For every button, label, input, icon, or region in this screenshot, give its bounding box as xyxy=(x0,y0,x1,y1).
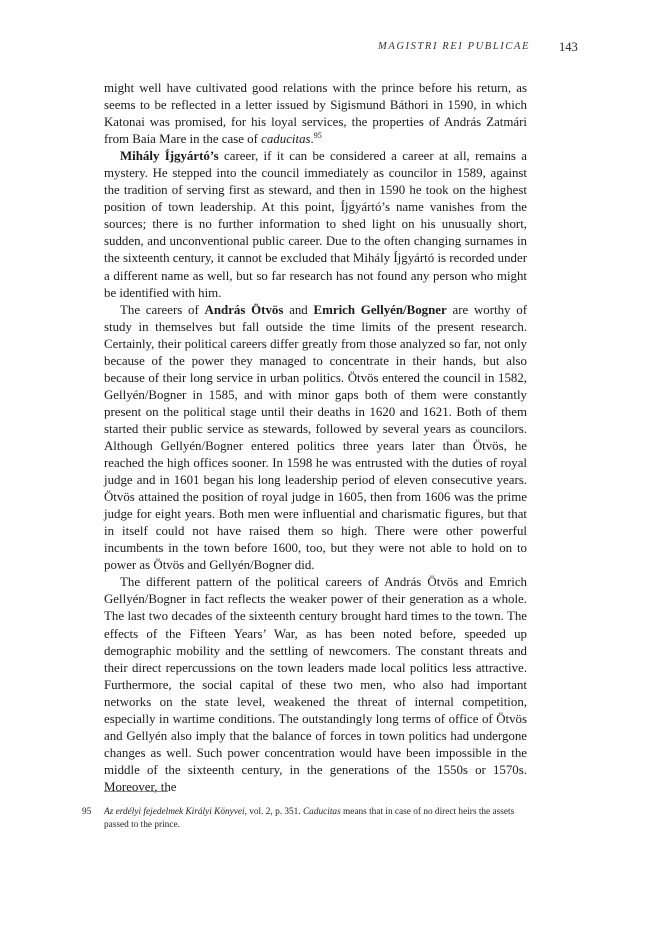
paragraph-2 xyxy=(104,148,527,301)
page-header xyxy=(0,41,650,57)
paragraph-end: . xyxy=(310,132,314,147)
footnote-source-title: Az erdélyi fejedelmek Királyi Könyvei xyxy=(104,807,245,817)
footnote-text: , vol. 2, p. 351. xyxy=(244,807,303,817)
person-name: Emrich Gellyén/Bogner xyxy=(313,302,447,317)
footnote-number: 95 xyxy=(82,807,92,817)
paragraph-3 xyxy=(104,302,527,575)
paragraph-text: career, if it can be considered a career at all, remains a mystery. He stepped into the council immediately as councilor in 1589, against the tradition of serving first as steward, and then in 1590 he took on the highest position of town leadership. At this point, Íjgyártó’s name vanishes from the sources; there is no further information to shed light on his unusually short, sudden, and unconventional public career. Due to the often changing surnames in the sixteenth century, it cannot be excluded that Mihály Íjgyártó is recorded under a different name as well, but so far research has not found any person who might be identified with him. xyxy=(104,149,527,300)
italic-term: caducitas xyxy=(261,132,311,147)
paragraph-text: and xyxy=(283,302,314,317)
footnote-text: means that in case of no direct heirs the assets passed to the prince. xyxy=(104,807,515,830)
paragraph-text: might well have cultivated good relations with the prince before his return, as seems to be reflected in a letter issued by Sigismund Báthori in 1590, in which Katonai was promised, for his loyal services, the properties of András Zatmári from Baia Mare in the case of xyxy=(104,81,527,147)
person-name: András Ötvös xyxy=(204,302,284,317)
paragraph-text: The different pattern of the political careers of András Ötvös and Emrich Gellyén/Bogner in fact reflects the weaker power of their generation as a whole. The last two decades of the sixteenth century brought hard times to the town. The effects of the Fifteen Years’ War, as has been noted before, speeded up demographic mobility and the settling of newcomers. The constant threats and their direct repercussions on the town leaders made local politics less attractive. Furthermore, the social capital of these two men, who also had important networks on the state level, weakened the threat of internal competition, especially in wartime conditions. The outstandingly long terms of office of Ötvös and Gellyén also imply that the balance of forces in town politics had undergone changes as well. Such power concentration would have been impossible in the middle of the sixteenth century, in the generations of the 1550s or 1570s. Moreover, the xyxy=(104,575,527,794)
paragraph-1 xyxy=(104,80,527,148)
paragraph-4 xyxy=(104,574,527,796)
running-head: MAGISTRI REI PUBLICAE xyxy=(378,41,530,52)
body-text xyxy=(104,80,527,796)
footnote-term: Caducitas xyxy=(302,807,341,817)
page-number: 143 xyxy=(559,40,578,54)
person-name: Mihály Íjgyártó’s xyxy=(120,149,219,164)
paragraph-text: The careers of xyxy=(120,302,205,317)
footnote-reference[interactable]: 95 xyxy=(313,131,322,141)
footnote-divider xyxy=(104,791,168,792)
paragraph-text: are worthy of study in themselves but fall outside the time limits of the present research. Certainly, their political careers differ greatly from those analyzed so far, not only because of the power they managed to concentrate in their hands, but also because of their long service in urban politics. Ötvös entered the council in 1582, Gellyén/Bogner in 1585, and with minor gaps both of them were constantly present on the political stage until their deaths in 1620 and 1621. Both of them started their public service as stewards, followed by several years as councilors. Although Gellyén/Bogner entered politics three years later than Ötvös, he reached the high offices sooner. In 1598 he was entrusted with the duties of royal judge and in 1601 began his long leadership period of eleven consecutive years. Ötvös attained the position of royal judge in 1605, then from 1606 was the prime judge for eight years. Both men were influential and charismatic figures, but that in itself could not have raised them so high. There were other powerful incumbents in the town before 1600, too, but they were not able to hold on to power as Ötvös and Gellyén/Bogner did. xyxy=(104,302,528,573)
footnote-95 xyxy=(82,806,527,832)
